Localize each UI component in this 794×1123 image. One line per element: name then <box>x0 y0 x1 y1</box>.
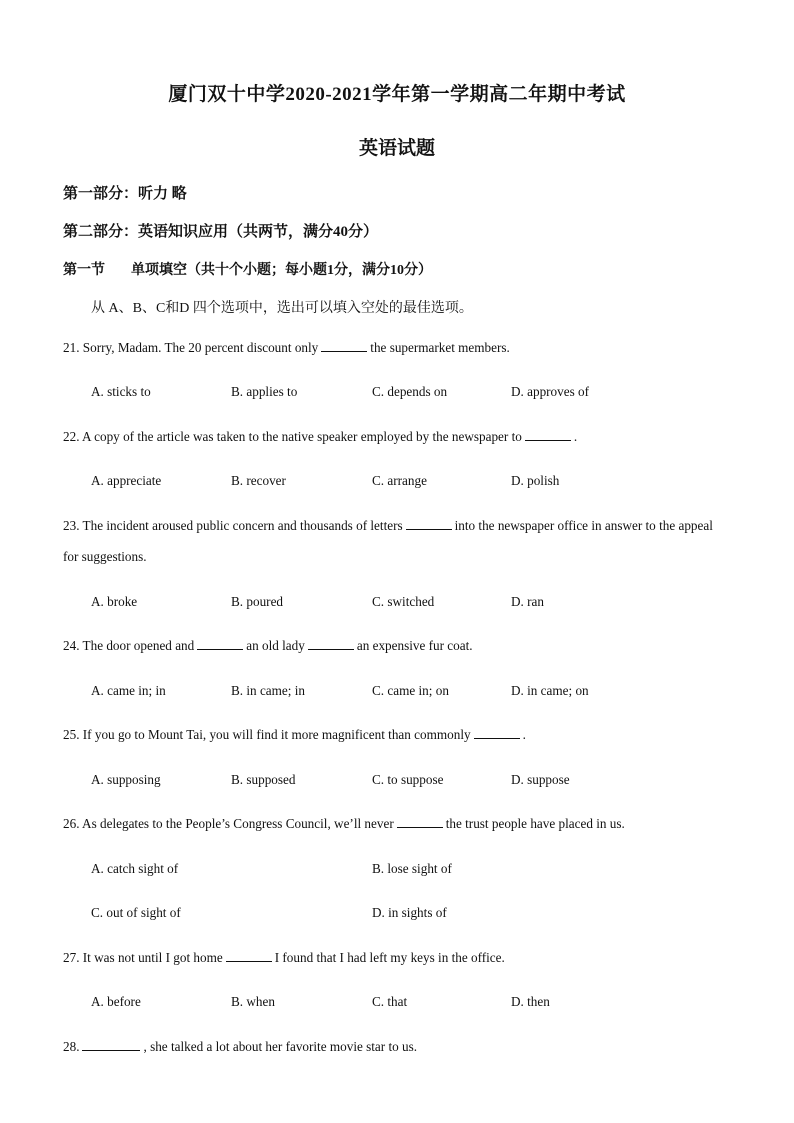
question-text: 21. Sorry, Madam. The 20 percent discount only <box>63 340 319 355</box>
question-22 <box>63 429 577 445</box>
option-a: A. supposing <box>91 772 161 787</box>
instruction-text: 从 A、B、C和D 四个选项中，选出可以填入空处的最佳选项。 <box>91 301 473 316</box>
question-26 <box>63 816 625 832</box>
question-23 <box>63 510 731 572</box>
exam-subtitle: 英语试题 <box>358 138 435 159</box>
question-text: an old lady <box>246 638 305 653</box>
question-text: 24. The door opened and <box>63 638 195 653</box>
question-text: 23. The incident aroused public concern and thousands of letters <box>63 518 403 533</box>
option-a: A. catch sight of <box>91 861 179 876</box>
option-d: D. polish <box>511 473 560 488</box>
option-a: A. sticks to <box>91 384 151 399</box>
question-21 <box>63 340 510 356</box>
question-text: an expensive fur coat. <box>356 638 473 653</box>
answer-blank <box>474 727 520 739</box>
part2-heading: 第二部分：英语知识应用（共两节，满分40分） <box>63 224 379 240</box>
exam-title: 厦门双十中学2020-2021学年第一学期高二年期中考试 <box>168 84 626 105</box>
option-d: D. suppose <box>511 772 570 787</box>
option-d: D. ran <box>511 594 544 609</box>
option-b: B. lose sight of <box>372 861 452 876</box>
question-28 <box>63 1039 417 1055</box>
option-c: C. depends on <box>372 384 448 399</box>
question-text: I found that I had left my keys in the office. <box>274 950 505 965</box>
option-d: D. in sights of <box>372 905 447 920</box>
answer-blank <box>525 429 571 441</box>
option-a: A. broke <box>91 594 138 609</box>
option-b: B. in came; in <box>231 683 305 698</box>
question-text: the trust people have placed in us. <box>445 816 625 831</box>
option-d: D. then <box>511 994 550 1009</box>
answer-blank <box>397 816 443 828</box>
option-b: B. poured <box>231 594 284 609</box>
question-text: 28. <box>63 1039 80 1054</box>
option-b: B. applies to <box>231 384 298 399</box>
section1-title: 单项填空（共十个小题；每小题1分，满分10分） <box>131 263 432 278</box>
option-c: C. came in; on <box>372 683 449 698</box>
option-b: B. supposed <box>231 772 296 787</box>
option-c: C. out of sight of <box>91 905 181 920</box>
option-a: A. appreciate <box>91 473 162 488</box>
question-24 <box>63 638 473 654</box>
question-text: 22. A copy of the article was taken to the native speaker employed by the newspaper to <box>63 429 522 444</box>
question-text: , she talked a lot about her favorite movie star to us. <box>143 1039 418 1054</box>
question-text: . <box>573 429 578 444</box>
question-text: . <box>522 727 526 742</box>
question-text: the supermarket members. <box>370 340 510 355</box>
question-text: into the newspaper office in answer to the appeal for suggestions. <box>63 518 713 564</box>
option-d: D. approves of <box>511 384 590 399</box>
option-c: C. arrange <box>372 473 427 488</box>
option-c: C. to suppose <box>372 772 444 787</box>
answer-blank <box>406 518 452 530</box>
section1-heading <box>63 259 432 279</box>
option-d: D. in came; on <box>511 683 589 698</box>
answer-blank <box>321 340 367 352</box>
question-text: 27. It was not until I got home <box>63 950 223 965</box>
option-c: C. that <box>372 994 408 1009</box>
answer-blank <box>82 1039 140 1051</box>
question-text: 26. As delegates to the People’s Congress Council, we’ll never <box>63 816 394 831</box>
section1-label: 第一节 <box>63 263 105 278</box>
question-25 <box>63 727 526 743</box>
part1-heading: 第一部分：听力 略 <box>63 186 187 202</box>
answer-blank <box>226 950 272 962</box>
question-text: 25. If you go to Mount Tai, you will find it more magnificent than commonly <box>63 727 471 742</box>
answer-blank <box>197 638 243 650</box>
option-a: A. came in; in <box>91 683 166 698</box>
answer-blank <box>308 638 354 650</box>
option-b: B. when <box>231 994 275 1009</box>
option-a: A. before <box>91 994 141 1009</box>
question-27 <box>63 950 505 966</box>
option-c: C. switched <box>372 594 435 609</box>
option-b: B. recover <box>231 473 286 488</box>
